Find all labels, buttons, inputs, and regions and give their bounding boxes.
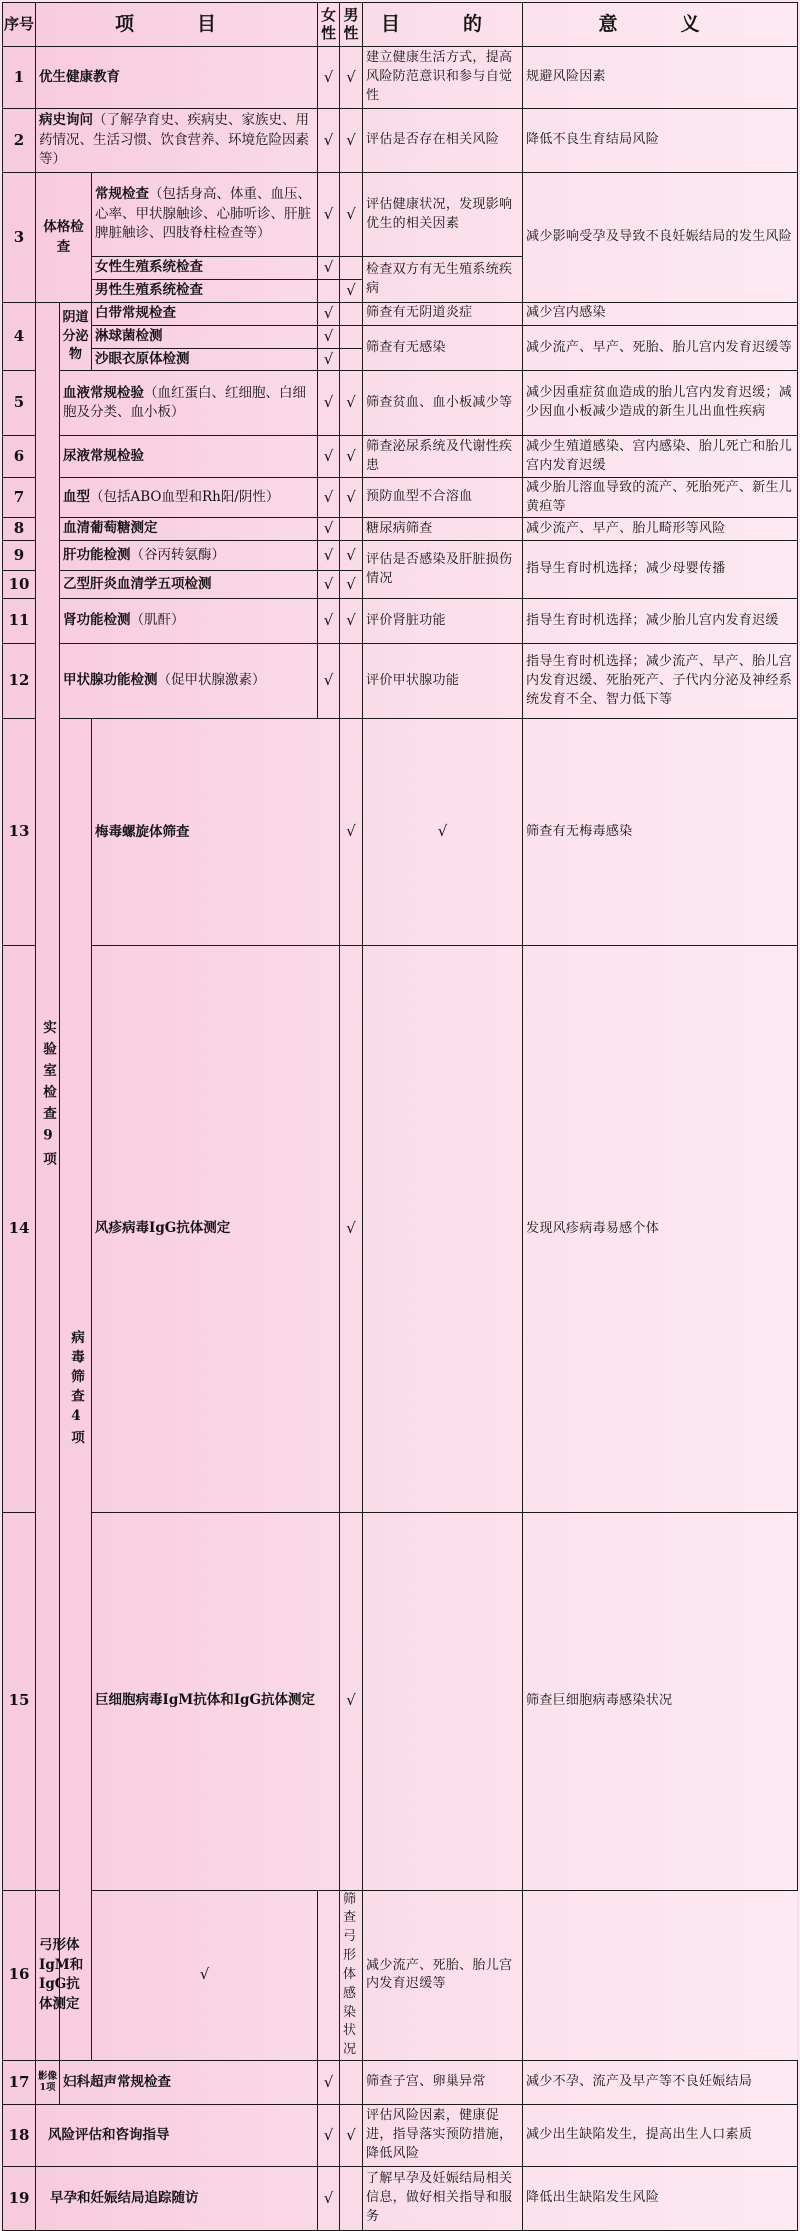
lab-group-label: 实验室检查9项	[36, 303, 60, 1891]
female-check: √	[318, 109, 340, 173]
female-check: √	[318, 599, 340, 644]
row-number: 18	[3, 2105, 36, 2167]
female-check: √	[318, 2061, 340, 2105]
item-detail: （谷丙转氨酶）	[130, 546, 225, 563]
purpose-cell: 发现风疹病毒易感个体	[523, 946, 798, 1512]
table-row	[3, 719, 798, 946]
male-check: √	[340, 571, 363, 599]
row-number: 3	[3, 173, 36, 303]
row-number: 9	[3, 541, 36, 571]
female-check-empty	[318, 280, 340, 303]
meaning-cell: 减少因重症贫血造成的胎儿宫内发育迟缓；减少因血小板减少造成的新生儿出血性疾病	[523, 371, 798, 436]
item-cell	[36, 109, 318, 173]
item-cell	[60, 478, 318, 518]
row-number: 7	[3, 478, 36, 518]
row-number: 1	[3, 47, 36, 109]
male-check: √	[340, 280, 363, 303]
female-check: √	[318, 541, 340, 571]
item-detail: （促甲状腺激素）	[157, 672, 266, 689]
item-cell: 优生健康教育	[36, 47, 318, 109]
table-row	[3, 371, 798, 436]
purpose-cell: 糖尿病筛查	[363, 518, 523, 541]
table-row	[3, 644, 798, 719]
meaning-cell: 减少流产、死胎、胎儿宫内发育迟缓等	[363, 1890, 523, 2061]
male-check: √	[363, 719, 523, 946]
male-check-empty	[363, 1512, 523, 1890]
item-cell	[92, 173, 318, 257]
row-number: 14	[3, 946, 36, 1512]
purpose-cell: 评估健康状况，发现影响优生的相关因素	[363, 173, 523, 257]
table-row	[3, 2061, 798, 2105]
male-check: √	[340, 599, 363, 644]
female-check: √	[318, 518, 340, 541]
header-purpose: 目 的	[363, 3, 523, 47]
item-cell: 女性生殖系统检查	[92, 257, 318, 280]
female-check: √	[318, 257, 340, 280]
purpose-cell: 了解早孕及妊娠结局相关信息，做好相关指导和服务	[363, 2167, 523, 2231]
item-cell: 白带常规检查	[92, 303, 318, 326]
table-row	[3, 1512, 798, 1890]
meaning-cell: 减少生殖道感染、宫内感染、胎儿死亡和胎儿宫内发育迟缓	[523, 436, 798, 478]
female-check: √	[318, 47, 340, 109]
item-detail: （包括身高、体重、血压、心率、甲状腺触诊、心肺听诊、肝脏脾脏触诊、四肢脊柱检查等）	[95, 186, 311, 242]
purpose-cell: 筛查有无阴道炎症	[363, 303, 523, 326]
male-check: √	[340, 436, 363, 478]
female-check: √	[318, 303, 340, 326]
item-cell: 男性生殖系统检查	[92, 280, 318, 303]
purpose-cell: 筛查弓形体感染状况	[340, 1890, 363, 2061]
female-check: √	[318, 571, 340, 599]
female-check: √	[340, 946, 363, 1512]
row-number: 12	[3, 644, 36, 719]
male-check-empty	[318, 1890, 340, 2061]
purpose-cell: 评估是否感染及肝脏损伤情况	[363, 541, 523, 599]
male-check: √	[340, 541, 363, 571]
category-vaginal-discharge: 阴道分泌物	[60, 303, 92, 371]
table-row	[3, 946, 798, 1512]
purpose-cell: 评估是否存在相关风险	[363, 109, 523, 173]
item-cell	[60, 644, 318, 719]
preconception-checkup-table	[2, 2, 798, 2231]
male-check: √	[340, 2105, 363, 2167]
female-check: √	[318, 478, 340, 518]
item-detail: （了解孕育史、疾病史、家族史、用药情况、生活习惯、饮食营养、环境危险因素等）	[39, 112, 309, 168]
table-row	[3, 325, 798, 348]
meaning-cell: 指导生育时机选择；减少母婴传播	[523, 541, 798, 599]
item-cell: 妇科超声常规检查	[60, 2061, 318, 2105]
female-check: √	[318, 173, 340, 257]
item-cell: 弓形体IgM和IgG抗体测定	[36, 1890, 92, 2061]
item-cell: 巨细胞病毒IgM抗体和IgG抗体测定	[92, 1512, 340, 1890]
male-check-empty	[340, 257, 363, 280]
purpose-cell: 评估风险因素，健康促进，指导落实预防措施，降低风险	[363, 2105, 523, 2167]
female-check: √	[340, 1512, 363, 1890]
female-check: √	[318, 2105, 340, 2167]
male-check-empty	[363, 946, 523, 1512]
table-row	[3, 47, 798, 109]
table-row	[3, 436, 798, 478]
row-number: 17	[3, 2061, 36, 2105]
item-cell: 血清葡萄糖测定	[60, 518, 318, 541]
item-cell: 梅毒螺旋体筛查	[92, 719, 340, 946]
item-cell: 早孕和妊娠结局追踪随访	[36, 2167, 318, 2231]
male-check-empty	[340, 303, 363, 326]
purpose-cell: 筛查子宫、卵巢异常	[363, 2061, 523, 2105]
item-label: 肾功能检测	[63, 612, 131, 629]
item-label: 血液常规检验	[63, 384, 144, 401]
meaning-cell: 减少宫内感染	[523, 303, 798, 326]
table-row	[3, 303, 798, 326]
header-seq: 序号	[3, 3, 36, 47]
item-cell: 尿液常规检验	[60, 436, 318, 478]
table-row	[3, 2105, 798, 2167]
header-meaning: 意 义	[523, 3, 798, 47]
imaging-group-label: 影像1项	[36, 2061, 60, 2105]
row-number: 8	[3, 518, 36, 541]
purpose-cell: 筛查泌尿系统及代谢性疾患	[363, 436, 523, 478]
table-row	[3, 173, 798, 257]
item-cell	[60, 371, 318, 436]
table-row	[3, 1890, 798, 2061]
meaning-cell: 减少胎儿溶血导致的流产、死胎死产、新生儿黄疸等	[523, 478, 798, 518]
table-row	[3, 541, 798, 571]
item-detail: （包括ABO血型和Rh阳/阴性）	[90, 488, 280, 505]
meaning-cell: 指导生育时机选择；减少胎儿宫内发育迟缓	[523, 599, 798, 644]
table-row	[3, 599, 798, 644]
meaning-cell: 规避风险因素	[523, 47, 798, 109]
row-number: 10	[3, 571, 36, 599]
row-number: 19	[3, 2167, 36, 2231]
male-check: √	[340, 109, 363, 173]
female-check: √	[318, 371, 340, 436]
item-cell	[60, 599, 318, 644]
meaning-cell: 降低出生缺陷发生风险	[523, 2167, 798, 2231]
row-number: 15	[3, 1512, 36, 1890]
male-check-empty	[340, 2061, 363, 2105]
virus-group-label: 病毒筛查4项	[60, 719, 92, 2061]
female-check: √	[318, 348, 340, 371]
table-row	[3, 518, 798, 541]
row-number: 13	[3, 719, 36, 946]
header-row	[3, 3, 798, 47]
meaning-cell: 减少流产、早产、胎儿畸形等风险	[523, 518, 798, 541]
male-check-empty	[340, 325, 363, 348]
purpose-cell: 评价甲状腺功能	[363, 644, 523, 719]
header-male: 男性	[340, 3, 363, 47]
male-check-empty	[340, 348, 363, 371]
item-detail: （肌酐）	[130, 612, 185, 629]
meaning-cell: 减少不孕、流产及早产等不良妊娠结局	[523, 2061, 798, 2105]
purpose-cell: 筛查巨细胞病毒感染状况	[523, 1512, 798, 1890]
category-physical-exam: 体格检查	[36, 173, 92, 303]
item-cell: 沙眼衣原体检测	[92, 348, 318, 371]
row-number: 11	[3, 599, 36, 644]
header-female: 女性	[318, 3, 340, 47]
purpose-cell: 筛查贫血、血小板减少等	[363, 371, 523, 436]
female-check: √	[318, 325, 340, 348]
female-check: √	[340, 719, 363, 946]
purpose-cell: 检查双方有无生殖系统疾病	[363, 257, 523, 303]
female-check: √	[318, 2167, 340, 2231]
table-row	[3, 2167, 798, 2231]
male-check: √	[340, 173, 363, 257]
male-check-empty	[340, 644, 363, 719]
meaning-cell: 减少影响受孕及导致不良妊娠结局的发生风险	[523, 173, 798, 303]
item-cell: 风疹病毒IgG抗体测定	[92, 946, 340, 1512]
purpose-cell: 筛查有无感染	[363, 325, 523, 371]
table-row	[3, 478, 798, 518]
table-row	[3, 109, 798, 173]
female-check: √	[318, 436, 340, 478]
row-number: 6	[3, 436, 36, 478]
item-cell: 乙型肝炎血清学五项检测	[60, 571, 318, 599]
purpose-cell: 评价肾脏功能	[363, 599, 523, 644]
male-check-empty	[340, 2167, 363, 2231]
purpose-cell: 建立健康生活方式，提高风险防范意识和参与自觉性	[363, 47, 523, 109]
item-label: 病史询问	[39, 112, 93, 129]
meaning-cell: 降低不良生育结局风险	[523, 109, 798, 173]
male-check: √	[340, 47, 363, 109]
female-check: √	[318, 644, 340, 719]
item-label: 血型	[63, 488, 90, 505]
row-number: 4	[3, 303, 36, 371]
male-check: √	[340, 371, 363, 436]
header-item: 项 目	[36, 3, 318, 47]
purpose-cell: 预防血型不合溶血	[363, 478, 523, 518]
item-detail: （血红蛋白、红细胞、白细胞及分类、血小板）	[63, 384, 306, 421]
meaning-cell: 减少流产、早产、死胎、胎儿宫内发育迟缓等	[523, 325, 798, 371]
male-check-empty	[340, 518, 363, 541]
item-cell: 风险评估和咨询指导	[36, 2105, 318, 2167]
row-number: 16	[3, 1890, 36, 2061]
male-check: √	[340, 478, 363, 518]
item-cell: 淋球菌检测	[92, 325, 318, 348]
row-number: 5	[3, 371, 36, 436]
row-number: 2	[3, 109, 36, 173]
item-label: 常规检查	[95, 186, 149, 203]
purpose-cell: 筛查有无梅毒感染	[523, 719, 798, 946]
female-check: √	[92, 1890, 318, 2061]
item-cell	[60, 541, 318, 571]
meaning-cell: 减少出生缺陷发生，提高出生人口素质	[523, 2105, 798, 2167]
item-label: 甲状腺功能检测	[63, 672, 158, 689]
meaning-cell: 指导生育时机选择；减少流产、早产、胎儿宫内发育迟缓、死胎死产、子代内分泌及神经系统发育不全、智力低下等	[523, 644, 798, 719]
item-label: 肝功能检测	[63, 546, 131, 563]
